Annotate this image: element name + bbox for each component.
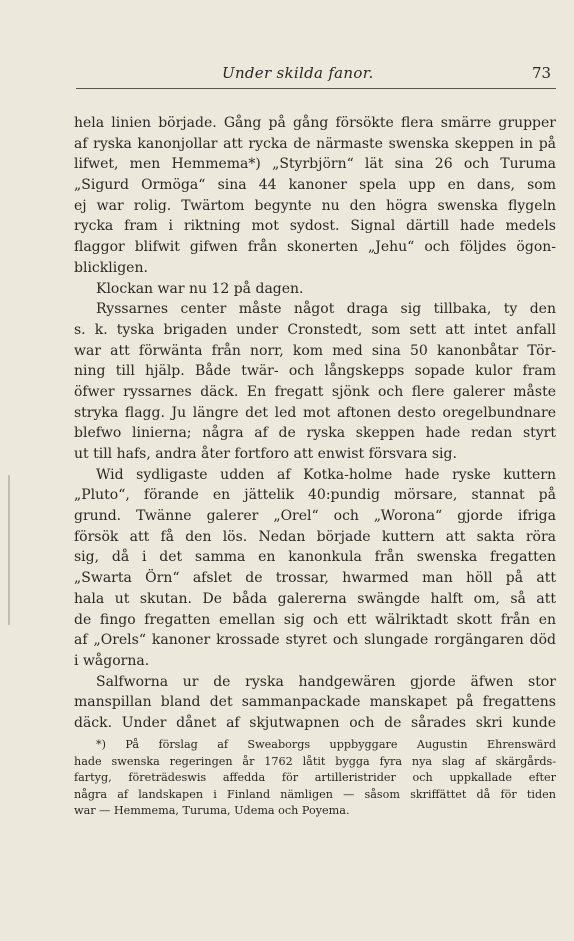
text-line: Ryssarnes center måste något draga sig tillbaka, ty den bbox=[96, 301, 556, 318]
text-line: hala ut skutan. De båda galererna swängde halft om, så att bbox=[74, 590, 556, 607]
text-line: blefwo linierna; några af de ryska skeppen hade redan styrt bbox=[74, 425, 556, 442]
text-line: Wid sydligaste udden af Kotka-holme hade ryske kuttern bbox=[96, 466, 556, 483]
text-line: sig, då i det samma en kanonkula från swenska fregatten bbox=[74, 549, 556, 566]
text-line: de fingo fregatten emellan sig och ett wälriktadt skott från en bbox=[74, 611, 556, 628]
header-rule bbox=[76, 88, 556, 89]
margin-mark bbox=[8, 475, 10, 625]
text-line: däck. Under dånet af skjutwapnen och de sårades skri kunde bbox=[74, 714, 556, 731]
text-line: war att förwänta från norr, kom med sina 50 kanonbåtar Tör- bbox=[74, 342, 556, 359]
text-line: grund. Twänne galerer „Orel“ och „Worona“ gjorde ifriga bbox=[74, 508, 556, 525]
page-header bbox=[0, 64, 574, 88]
text-line: af ryska kanonjollar att rycka de närmaste swenska skeppen in på bbox=[74, 135, 556, 152]
text-line: flaggor blifwit gifwen från skonerten „Jehu“ och följdes ögon- bbox=[74, 239, 556, 256]
text-line: försök att få den lös. Nedan började kuttern att sakta röra bbox=[74, 528, 556, 545]
running-title: Under skilda fanor. bbox=[222, 64, 374, 82]
footnote-line: fartyg, företrädeswis affedda för artilleristrider och uppkallade efter bbox=[74, 771, 556, 784]
text-line: ning till hjälp. Både twär- och långskepps sopade kulor fram bbox=[74, 363, 556, 380]
footnote bbox=[74, 737, 556, 820]
text-line: Klockan war nu 12 på dagen. bbox=[96, 280, 304, 297]
text-line: hela linien började. Gång på gång försökte flera smärre grupper bbox=[74, 115, 556, 131]
text-line: stryka flagg. Ju längre det led mot aftonen desto oregelbundnare bbox=[74, 404, 556, 421]
text-line: manspillan bland det sammanpackade manskapet på fregattens bbox=[74, 694, 556, 711]
text-line: ej war rolig. Twärtom begynte nu den högra swenska flygeln bbox=[74, 197, 556, 214]
text-line: i wågorna. bbox=[74, 652, 150, 669]
footnote-line: *) På förslag af Sweaborgs uppbyggare Augustin Ehrenswärd bbox=[96, 738, 556, 751]
page-number: 73 bbox=[532, 64, 552, 82]
footnote-line: några af landskapen i Finland nämligen — såsom skriffättet då för tiden bbox=[74, 787, 556, 801]
text-line: s. k. tyska brigaden under Cronstedt, som sett att intet anfall bbox=[74, 321, 556, 338]
text-line: lifwet, men Hemmema*) „Styrbjörn“ lät sina 26 och Turuma bbox=[74, 156, 556, 173]
text-line: öfwer ryssarnes däck. En fregatt sjönk och flere galerer måste bbox=[74, 383, 556, 400]
body-text bbox=[74, 113, 556, 734]
text-line: blickligen. bbox=[74, 259, 148, 276]
text-line: „Pluto“, förande en jättelik 40:pundig mörsare, stannat på bbox=[74, 487, 556, 504]
text-line: „Swarta Örn“ afslet de trossar, hwarmed man höll på att bbox=[74, 570, 556, 587]
footnote-line: hade swenska regeringen år 1762 låtit bygga fyra nya slag af skärgårds- bbox=[74, 754, 556, 768]
footnote-line: war — Hemmema, Turuma, Udema och Poyema. bbox=[74, 804, 350, 817]
text-line: rycka fram i riktning mot sydost. Signal därtill hade medels bbox=[74, 218, 556, 235]
text-line: Salfworna ur de ryska handgewären gjorde äfwen stor bbox=[96, 673, 556, 690]
text-line: ut till hafs, andra åter fortforo att enwist försvara sig. bbox=[74, 446, 457, 462]
text-line: „Sigurd Ormöga“ sina 44 kanoner spela upp en dans, som bbox=[74, 177, 556, 194]
text-line: af „Orels“ kanoner krossade styret och slungade rorgängaren död bbox=[74, 632, 556, 649]
